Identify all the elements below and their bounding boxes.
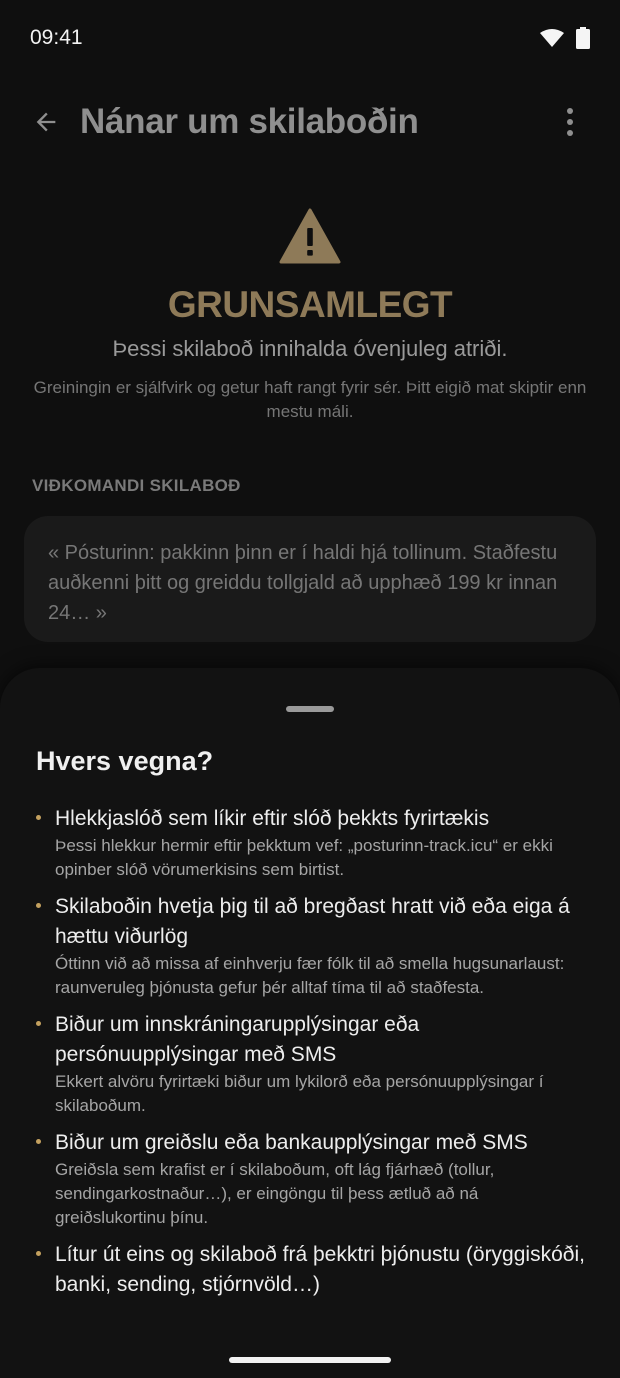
app-bar (0, 92, 620, 152)
home-indicator[interactable] (229, 1357, 391, 1363)
bullet-icon (36, 1139, 41, 1144)
reason-description: Óttinn við að missa af einhverju fær fólk til að smella hugsunarlaust: raunveruleg þjónusta gefur þér alltaf tíma til að staðfesta. (55, 954, 565, 997)
reason-title: Skilaboðin hvetja þig til að bregðast hratt við eða eiga á hættu viðurlög (55, 895, 570, 948)
reason-description: Greiðsla sem krafist er í skilaboðum, oft lág fjárhæð (tollur, sendingarkostnaður…), er eingöngu til þess ætluð að ná greiðslukortinu þínu. (55, 1160, 495, 1227)
verdict-disclaimer: Greiningin er sjálfvirk og getur haft rangt fyrir sér. Þitt eigið mat skiptir enn mestu máli. (33, 378, 587, 421)
bullet-icon (36, 903, 41, 908)
sheet-drag-handle[interactable] (286, 706, 334, 712)
more-vert-icon (567, 108, 573, 114)
status-time: 09:41 (30, 26, 83, 49)
reason-title: Biður um greiðslu eða bankaupplýsingar með SMS (55, 1131, 528, 1154)
reason-item (36, 1128, 592, 1230)
reason-description: Ekkert alvöru fyrirtæki biður um lykilorð eða persónuupplýsingar í skilaboðum. (55, 1072, 544, 1115)
reasons-list (36, 804, 592, 1310)
verdict-label: GRUNSAMLEGT (167, 284, 453, 325)
reason-title: Hlekkjaslóð sem líkir eftir slóð þekkts fyrirtækis (55, 807, 490, 830)
reason-item (36, 1010, 592, 1118)
reason-title: Lítur út eins og skilaboð frá þekktri þjónustu (öryggiskóði, banki, sending, stjórnvöld…) (55, 1243, 585, 1296)
reason-item (36, 804, 592, 882)
verdict-summary: Þessi skilaboð innihalda óvenjuleg atriði. (112, 336, 508, 361)
warning-icon (279, 208, 341, 264)
wifi-icon (540, 29, 564, 47)
bullet-icon (36, 1251, 41, 1256)
reason-item (36, 1240, 592, 1300)
message-card: « Pósturinn: pakkinn þinn er í haldi hjá tollinum. Staðfestu auðkenni þitt og greiddu tollgjald að upphæð 199 kr innan 24… » (24, 516, 596, 642)
battery-icon (576, 27, 590, 49)
reason-item (36, 892, 592, 1000)
status-bar (0, 0, 620, 76)
bullet-icon (36, 1021, 41, 1026)
bottom-sheet (0, 668, 620, 1378)
bullet-icon (36, 815, 41, 820)
status-icons (540, 27, 590, 49)
section-label: VIÐKOMANDI SKILABOÐ (32, 476, 241, 495)
page-title: Nánar um skilaboðin (80, 102, 419, 141)
reason-title: Biður um innskráningarupplýsingar eða persónuupplýsingar með SMS (55, 1013, 420, 1066)
sheet-title: Hvers vegna? (36, 746, 214, 776)
verdict-block (0, 208, 620, 424)
arrow-left-icon (32, 108, 60, 136)
reason-description: Þessi hlekkur hermir eftir þekktum vef: „posturinn-track.icu“ er ekki opinber slóð vörumerkisins sem birtist. (55, 836, 553, 879)
more-options-button[interactable] (558, 98, 582, 146)
back-button[interactable] (22, 98, 70, 146)
